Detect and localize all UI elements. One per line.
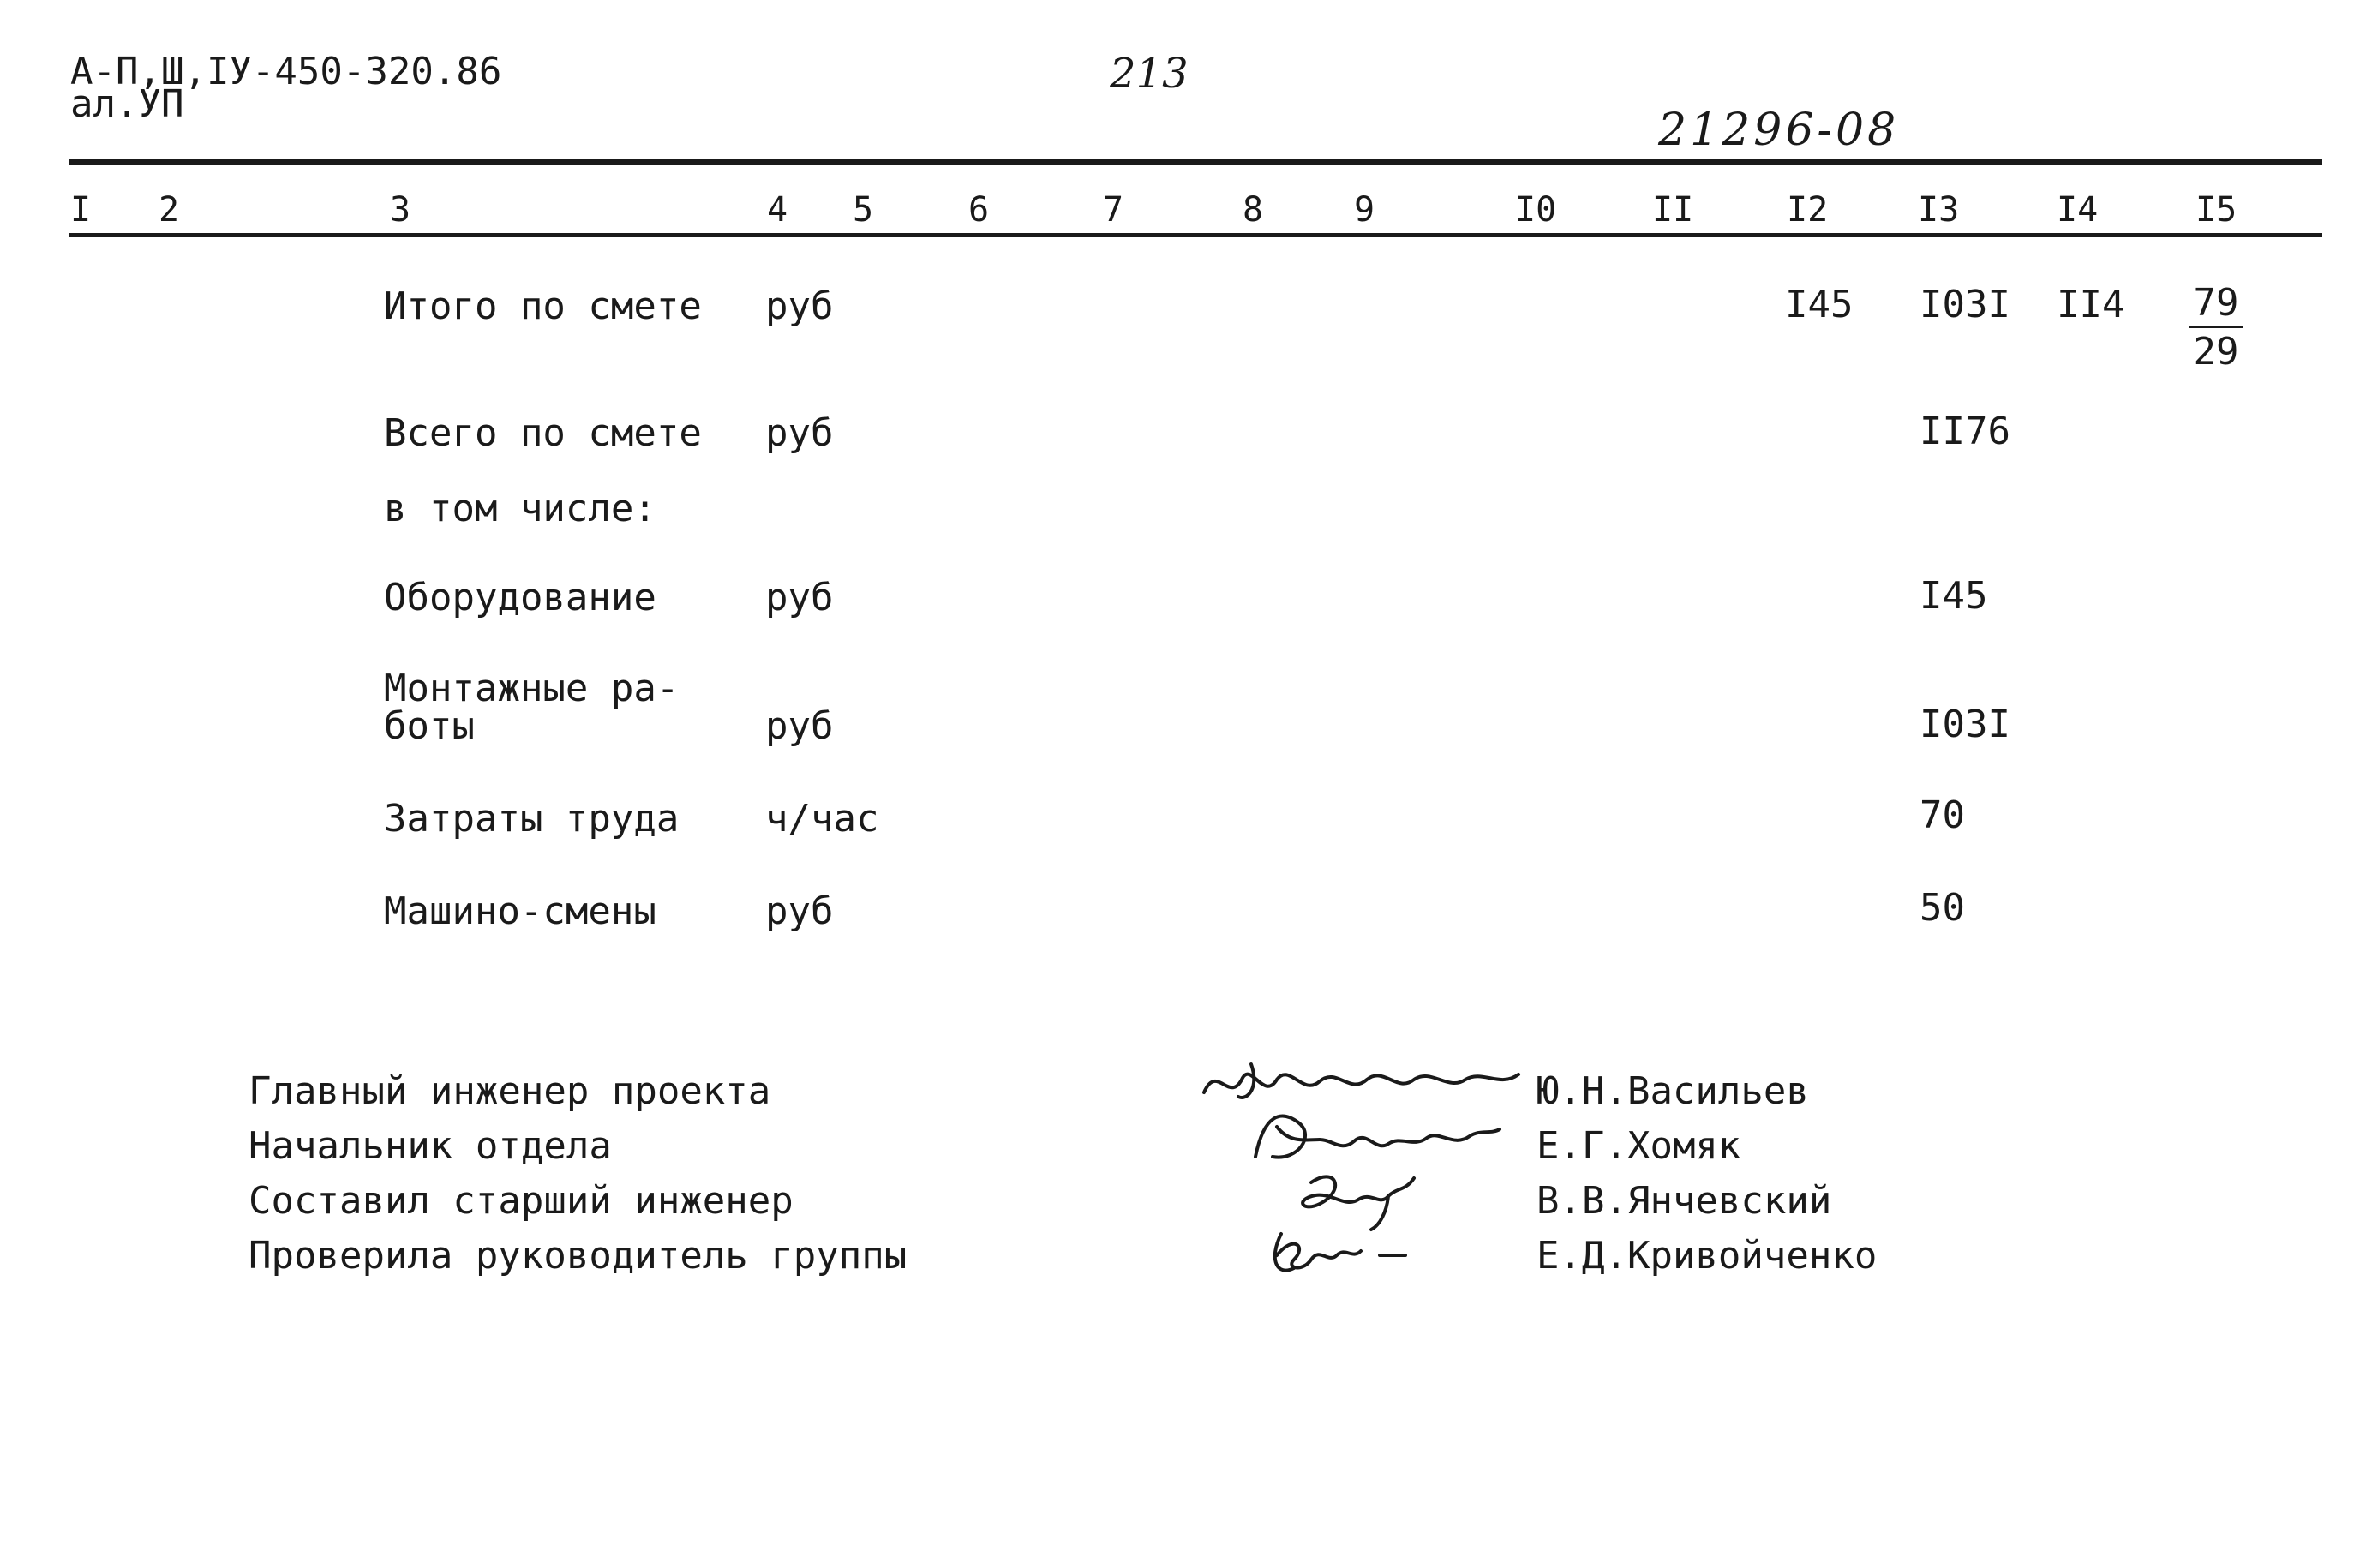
row-label-line1: Монтажные ра-	[384, 667, 680, 710]
handwritten-signature	[1247, 1105, 1504, 1170]
row-unit: руб	[765, 284, 834, 328]
cell-col13: I03I	[1920, 283, 2010, 326]
row-label: Всего по смете	[384, 411, 702, 455]
column-number: 3	[390, 190, 411, 230]
row-unit: руб	[765, 704, 834, 748]
signatory-name: Е.Д.Кривойченко	[1536, 1234, 1878, 1278]
page-number: 213	[1110, 50, 1189, 98]
document-album: ал.УП	[70, 82, 184, 126]
cell-col15-fraction	[2189, 281, 2243, 376]
header-rule	[69, 233, 2322, 237]
cell-col14: II4	[2057, 283, 2125, 326]
signatory-title: Главный инженер проекта	[249, 1069, 771, 1113]
document-code: А-П,Ш,IУ-450-320.86	[70, 50, 502, 93]
row-label: в том числе:	[384, 487, 656, 530]
handwritten-signature	[1260, 1225, 1423, 1285]
signatory-title: Начальник отдела	[249, 1124, 612, 1168]
signatory-name: В.В.Янчевский	[1536, 1179, 1832, 1223]
column-number: II	[1652, 190, 1694, 230]
column-number: I3	[1918, 190, 1960, 230]
column-number: I0	[1515, 190, 1557, 230]
row-unit: ч/час	[765, 797, 879, 841]
fraction-numerator: 79	[2189, 281, 2243, 328]
row-label: Машино-смены	[384, 889, 656, 933]
row-unit: руб	[765, 411, 834, 455]
cell-col13: 50	[1920, 886, 1965, 930]
column-number: 5	[853, 190, 874, 230]
column-number: 9	[1354, 190, 1375, 230]
cell-col12: I45	[1785, 283, 1854, 326]
signatory-title: Составил старший инженер	[249, 1179, 794, 1223]
document-number: 21296-08	[1658, 105, 1900, 156]
column-number: I2	[1787, 190, 1829, 230]
column-number: I	[70, 190, 92, 230]
cell-col13: II76	[1920, 410, 2010, 453]
signatory-title: Проверила руководитель группы	[249, 1234, 907, 1278]
cell-col13: 70	[1920, 793, 1965, 837]
column-number: 8	[1243, 190, 1264, 230]
fraction-denominator: 29	[2193, 330, 2239, 374]
signatory-name: Е.Г.Хомяк	[1536, 1124, 1741, 1168]
column-number: I5	[2195, 190, 2237, 230]
top-rule	[69, 159, 2322, 165]
row-label: Оборудование	[384, 576, 656, 619]
cell-col13: I03I	[1920, 703, 2010, 746]
column-number: 4	[767, 190, 788, 230]
cell-col13: I45	[1920, 574, 1988, 618]
row-unit: руб	[765, 889, 834, 933]
signatory-name: Ю.Н.Васильев	[1536, 1069, 1809, 1113]
row-label-line2: боты	[384, 704, 475, 748]
column-number: 6	[968, 190, 990, 230]
handwritten-signature	[1285, 1165, 1431, 1234]
row-label: Затраты труда	[384, 797, 680, 841]
column-number: 7	[1103, 190, 1124, 230]
row-unit: руб	[765, 576, 834, 619]
column-number: 2	[159, 190, 180, 230]
column-number: I4	[2057, 190, 2099, 230]
row-label: Итого по смете	[384, 284, 702, 328]
